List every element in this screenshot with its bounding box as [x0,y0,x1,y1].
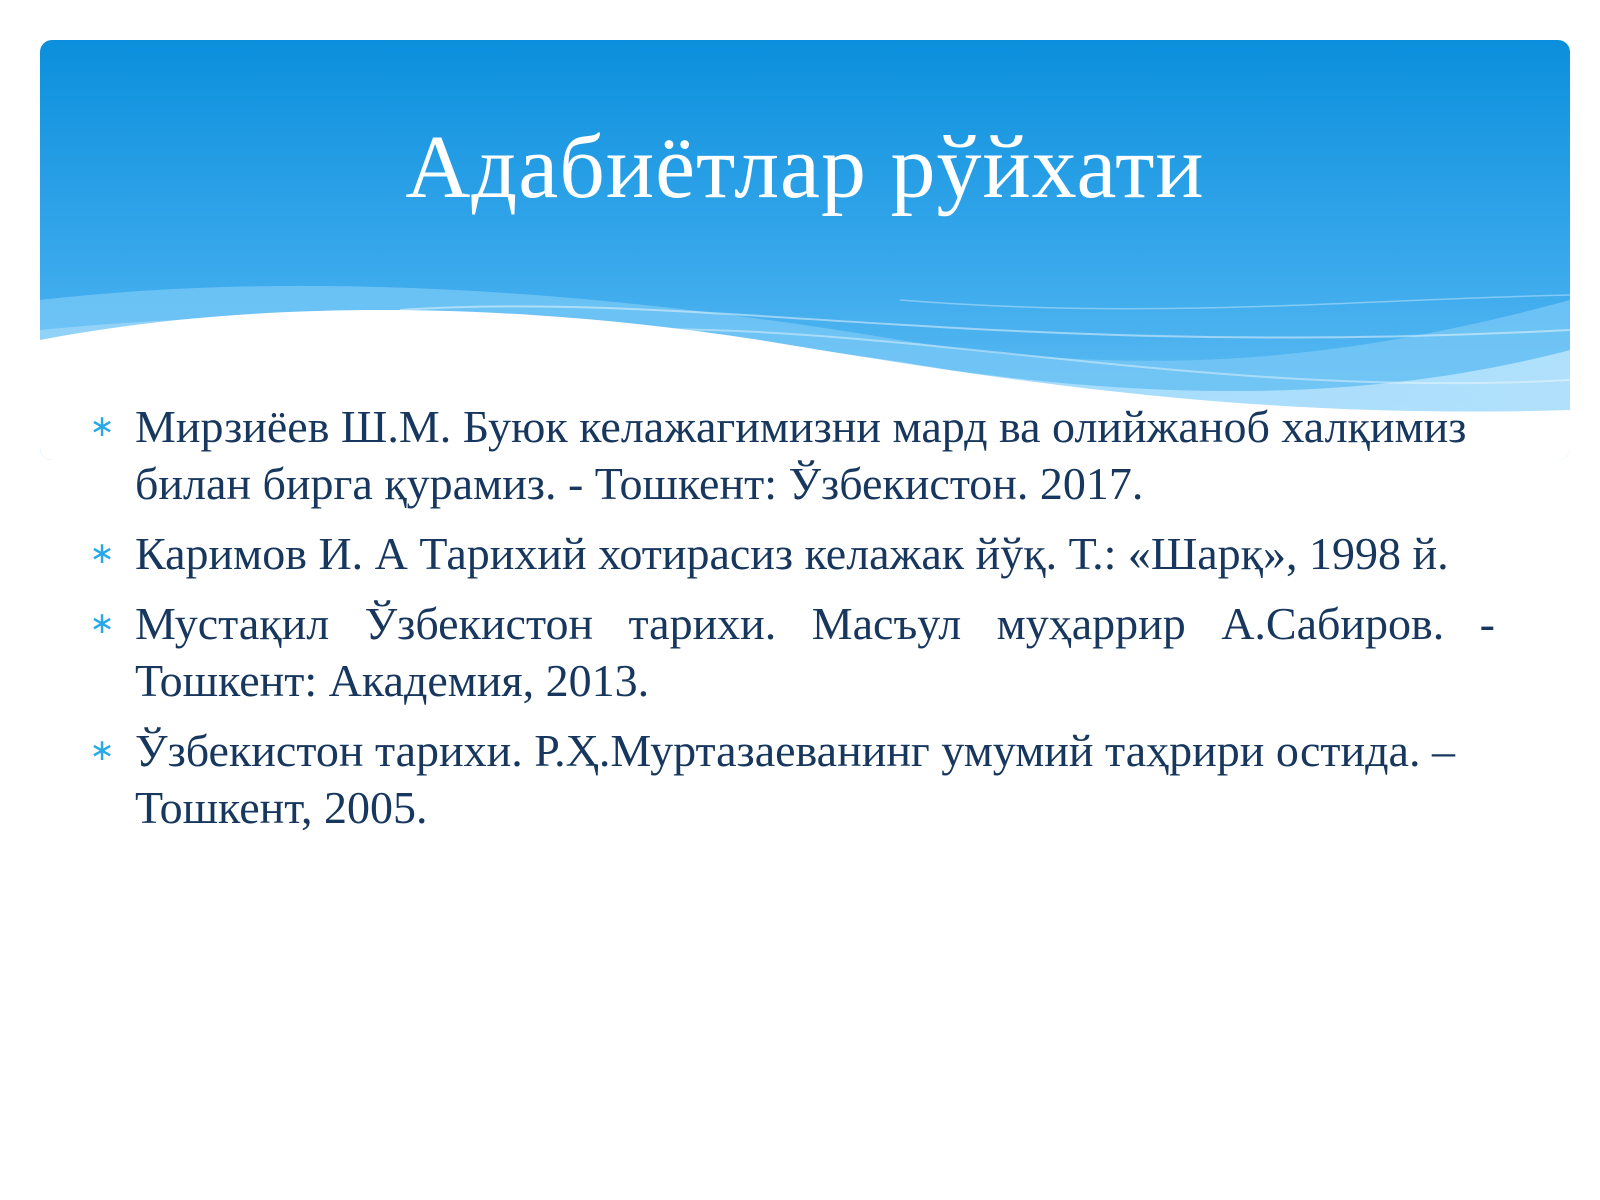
list-item [85,398,1495,512]
reference-text: Мустақил Ўзбекистон тарихи. Масъул муҳаррир А.Сабиров. - Тошкент: Академия, 2013. [135,598,1495,706]
slide-title: Адабиётлар рўйхати [405,118,1205,217]
references-list [85,398,1495,849]
reference-text: Мирзиёев Ш.М. Буюк келажагимизни мард ва олийжаноб халқимиз билан бирга қурамиз. - Тошкент: Ўзбекистон. 2017. [135,401,1467,509]
list-item [85,525,1495,582]
asterisk-icon: ∗ [89,536,115,571]
asterisk-icon: ∗ [89,733,115,768]
asterisk-icon: ∗ [89,409,115,444]
list-item [85,595,1495,709]
reference-text: Ўзбекистон тарихи. Р.Ҳ.Муртазаеванинг умумий таҳрири остида. – Тошкент, 2005. [135,725,1455,833]
reference-text: Каримов И. А Тарихий хотирасиз келажак йўқ. Т.: «Шарқ», 1998 й. [135,528,1449,579]
asterisk-icon: ∗ [89,606,115,641]
list-item [85,722,1495,836]
